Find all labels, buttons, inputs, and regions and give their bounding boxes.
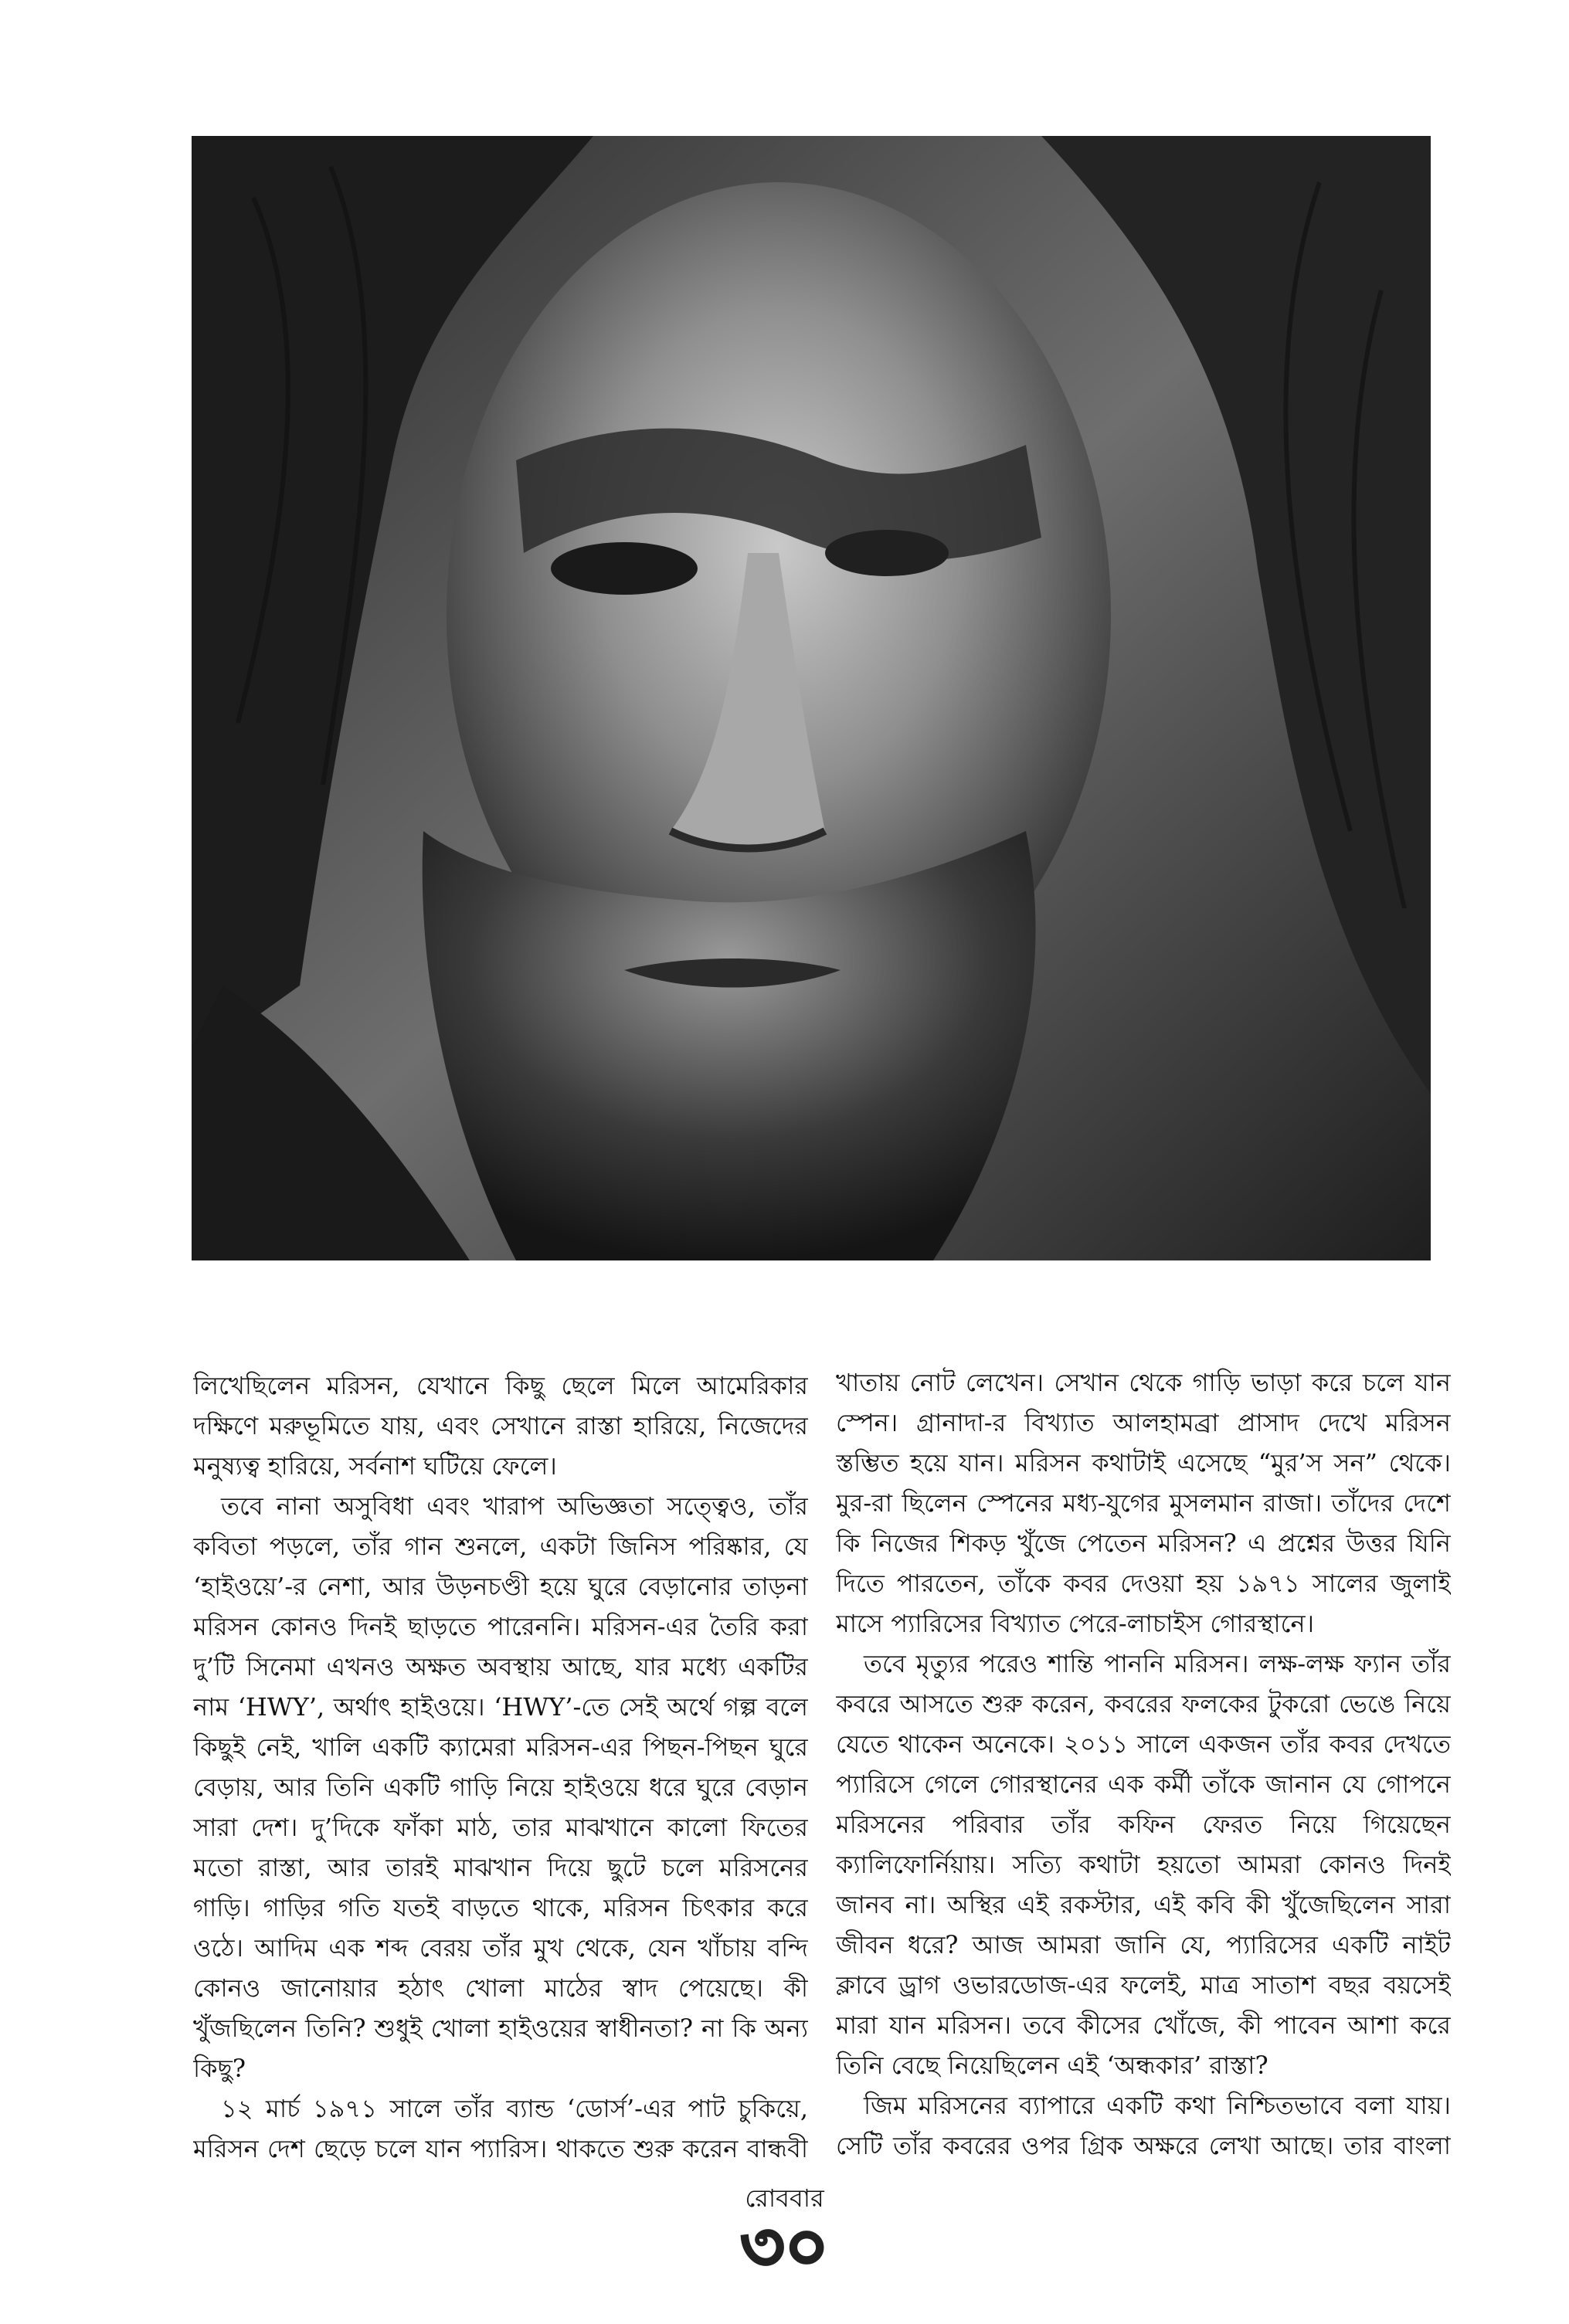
paragraph: তবে মৃত্যুর পরেও শান্তি পাননি মরিসন। লক্ষ-লক্ষ ফ্যান তাঁর কবরে আসতে শুরু করেন, কবরের ফলকের টুকরো ভেঙে নিয়ে যেতে থাকেন অনেকে। ২০১১ সালে একজন তাঁর কবর দেখতে প্যারিসে গেলে গোরস্থানের এক কর্মী তাঁকে জানান যে গোপনে মরিসনের পরিবার তাঁর কফিন ফেরত নিয়ে গিয়েছেন ক্যালিফোর্নিয়ায়। সত্যি কথাটা হয়তো আমরা কোনও দিনই জানব না। অস্থির এই রকস্টার, এই কবি কী খুঁজেছিলেন সারা জীবন ধরে? আজ আমরা জানি যে, প্যারিসের একটি নাইট ক্লাবে ড্রাগ ওভারডোজ-এর ফলেই, মাত্র সাতাশ বছর বয়সেই মারা যান মরিসন। তবে কীসের খোঁজে, কী পাবেন আশা করে তিনি বেছে নিয়েছিলেন এই ‘অন্ধকার’ রাস্তা?: [836, 1649, 1451, 2080]
paragraph: ১২ মার্চ ১৯৭১ সালে তাঁর ব্যান্ড ‘ডোর্স’-এর পাট চুকিয়ে, মরিসন দেশ ছেড়ে চলে যান প্যারিস। থাকতে শুরু করেন বান্ধবী: [193, 2094, 808, 2163]
paragraph: জিম মরিসনের ব্যাপারে একটি কথা নিশ্চিতভাবে বলা যায়। সেটি তাঁর কবরের ওপর গ্রিক অক্ষরে লেখা আছে। তার বাংলা: [836, 2091, 1451, 2160]
portrait-illustration: [192, 136, 1431, 1260]
paragraph: লিখেছিলেন মরিসন, যেখানে কিছু ছেলে মিলে আমেরিকার দক্ষিণে মরুভূমিতে যায়, এবং সেখানে রাস্তা হারিয়ে, নিজেদের মনুষ্যত্ব হারিয়ে, সর্বনাশ ঘটিয়ে ফেলে।: [193, 1371, 808, 1481]
paragraph: খাতায় নোট লেখেন। সেখান থেকে গাড়ি ভাড়া করে চলে যান স্পেন। গ্রানাদা-র বিখ্যাত আলহামব্রা প্রাসাদ দেখে মরিসন স্তম্ভিত হয়ে যান। মরিসন কথাটাই এসেছে “মুর’স সন” থেকে। মুর-রা ছিলেন স্পেনের মধ্য-যুগের মুসলমান রাজা। তাঁদের দেশে কি নিজের শিকড় খুঁজে পেতেন মরিসন? এ প্রশ্নের উত্তর যিনি দিতে পারতেন, তাঁকে কবর দেওয়া হয় ১৯৭১ সালের জুলাই মাসে প্যারিসের বিখ্যাত পেরে-লাচাইস গোরস্থানে।: [836, 1368, 1451, 1638]
article-column-left: [193, 1366, 808, 2173]
section-name: রোববার: [745, 2183, 824, 2213]
portrait-photo: [192, 136, 1431, 1260]
page-number: ৩০: [740, 2206, 829, 2286]
paragraph: তবে নানা অসুবিধা এবং খারাপ অভিজ্ঞতা সত্ত্বেও, তাঁর কবিতা পড়লে, তাঁর গান শুনলে, একটা জিনিস পরিষ্কার, যে ‘হাইওয়ে’-র নেশা, আর উড়নচণ্ডী হয়ে ঘুরে বেড়ানোর তাড়না মরিসন কোনও দিনই ছাড়তে পারেননি। মরিসন-এর তৈরি করা দু’টি সিনেমা এখনও অক্ষত অবস্থায় আছে, যার মধ্যে একটির নাম ‘HWY’, অর্থাৎ হাইওয়ে। ‘HWY’-তে সেই অর্থে গল্প বলে কিছুই নেই, খালি একটি ক্যামেরা মরিসন-এর পিছন-পিছন ঘুরে বেড়ায়, আর তিনি একটি গাড়ি নিয়ে হাইওয়ে ধরে ঘুরে বেড়ান সারা দেশ। দু’দিকে ফাঁকা মাঠ, তার মাঝখানে কালো ফিতের মতো রাস্তা, আর তারই মাঝখান দিয়ে ছুটে চলে মরিসনের গাড়ি। গাড়ির গতি যতই বাড়তে থাকে, মরিসন চিৎকার করে ওঠে। আদিম এক শব্দ বেরয় তাঁর মুখ থেকে, যেন খাঁচায় বন্দি কোনও জানোয়ার হঠাৎ খোলা মাঠের স্বাদ পেয়েছে। কী খুঁজছিলেন তিনি? শুধুই খোলা হাইওয়ের স্বাধীনতা? না কি অন্য কিছু?: [193, 1491, 808, 2083]
article-column-right: [836, 1362, 1451, 2170]
